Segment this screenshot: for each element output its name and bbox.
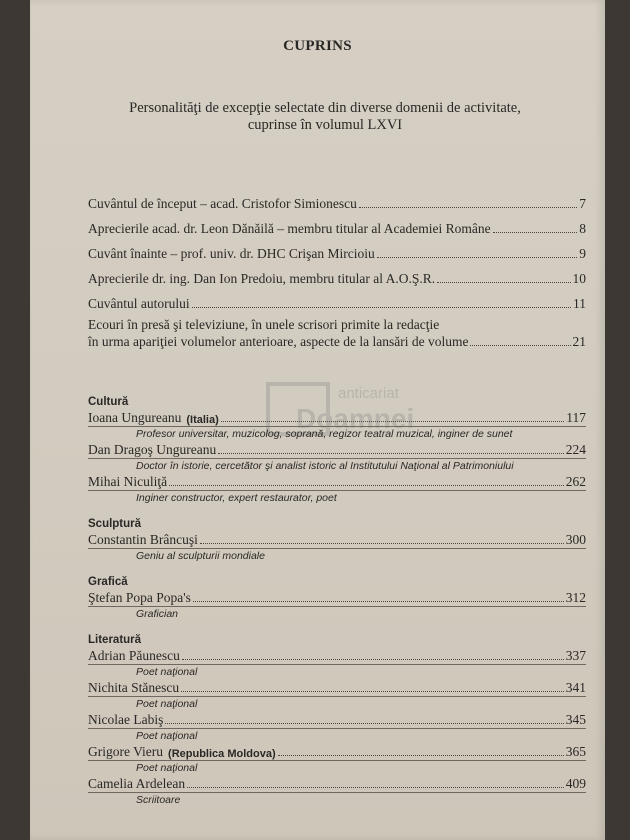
intro-entry-label: Cuvântul autorului	[88, 296, 190, 311]
leader-dots	[181, 691, 564, 692]
leader-dots	[278, 755, 564, 756]
toc-entry	[88, 775, 586, 792]
entry-page: 337	[565, 648, 586, 663]
entry-name: Nicolae Labiş	[88, 712, 164, 727]
subtitle-line-2: cuprinse în volumul LXVI	[247, 117, 403, 133]
toc-entry	[88, 531, 586, 548]
leader-dots	[165, 723, 563, 724]
intro-entry	[88, 262, 586, 287]
leader-dots	[169, 485, 564, 486]
entry-name: Constantin Brâncuşi	[88, 532, 198, 547]
entry-description: Scriitoare	[136, 794, 181, 806]
entry-name: Grigore Vieru	[88, 744, 164, 759]
toc-entry	[88, 679, 586, 696]
leader-dots	[218, 453, 564, 454]
entry-country: (Italia)	[186, 414, 219, 426]
leader-dots	[493, 232, 578, 233]
toc-entry	[88, 441, 586, 458]
entry-page: 409	[565, 776, 586, 791]
entry-name: Mihai Niculiţă	[88, 474, 168, 489]
book-page	[30, 0, 605, 840]
entry-page: 345	[565, 712, 586, 727]
entry-description: Inginer constructor, expert restaurator, poet	[136, 492, 337, 504]
entry-name: Dan Dragoş Ungureanu	[88, 442, 217, 457]
watermark-brand: anticariat	[338, 385, 399, 402]
entry-name: Ştefan Popa Popa's	[88, 590, 191, 605]
leader-dots	[359, 207, 577, 208]
leader-dots	[470, 345, 570, 346]
entry-name: Nichita Stănescu	[88, 680, 180, 695]
intro-multi-line-2-row	[88, 333, 586, 350]
entry-name: Adrian Păunescu	[88, 648, 180, 663]
toc-entry	[88, 589, 586, 606]
entry-name: Ioana Ungureanu	[88, 410, 182, 425]
intro-entry	[88, 187, 586, 212]
intro-entry	[88, 287, 586, 312]
entry-description: Geniu al sculpturii mondiale	[136, 550, 265, 562]
section-heading-sculptura: Sculptură	[88, 518, 142, 530]
entry-page: 224	[565, 442, 586, 457]
intro-entry-multiline	[88, 316, 586, 350]
entry-description: Poet naţional	[136, 698, 198, 710]
entry-description: Poet naţional	[136, 730, 198, 742]
leader-dots	[200, 543, 564, 544]
section-heading-cultura: Cultură	[88, 396, 129, 408]
leader-dots	[221, 421, 565, 422]
entry-description: Doctor în istorie, cercetător şi analist istoric al Institutului Naţional al Patrimoniului	[136, 460, 514, 472]
intro-entry	[88, 212, 586, 237]
toc-sections	[88, 395, 586, 807]
entry-page: 262	[565, 474, 586, 489]
entry-page: 300	[565, 532, 586, 547]
toc-entry	[88, 473, 586, 490]
intro-multi-page: 21	[572, 334, 586, 349]
intro-entry-page: 9	[579, 246, 586, 261]
entry-description: Poet naţional	[136, 762, 198, 774]
intro-entry-label: Cuvântul de început – acad. Cristofor Simionescu	[88, 196, 357, 211]
toc-entry	[88, 647, 586, 664]
intro-multi-line-2: în urma apariţiei volumelor anterioare, aspecte de la lansări de volume	[88, 334, 469, 349]
entry-page: 365	[565, 744, 586, 759]
leader-dots	[192, 307, 571, 308]
intro-entry-label: Aprecierile dr. ing. Dan Ion Predoiu, membru titular al A.O.Ş.R.	[88, 271, 436, 286]
entry-country: (Republica Moldova)	[168, 748, 276, 760]
intro-multi-line-1: Ecouri în presă şi televiziune, în unele scrisori primite la redacţie	[88, 317, 440, 332]
entry-page: 312	[565, 590, 586, 605]
leader-dots	[193, 601, 564, 602]
entry-page: 341	[565, 680, 586, 695]
subtitle	[90, 100, 560, 134]
intro-list	[88, 187, 586, 350]
section-heading-grafica: Grafică	[88, 576, 128, 588]
subtitle-line-1: Personalităţi de excepţie selectate din diverse domenii de activitate,	[129, 100, 521, 116]
entry-description: Grafician	[136, 608, 179, 620]
toc-entry	[88, 409, 586, 426]
intro-entry-page: 10	[572, 271, 586, 286]
watermark-name: Doamnei	[296, 403, 415, 434]
intro-entry-page: 7	[579, 196, 586, 211]
leader-dots	[182, 659, 564, 660]
intro-entry-label: Cuvânt înainte – prof. univ. dr. DHC Crişan Mircioiu	[88, 246, 375, 261]
section-heading-literatura: Literatură	[88, 634, 142, 646]
toc-entry	[88, 743, 586, 760]
intro-entry-page: 8	[579, 221, 586, 236]
leader-dots	[437, 282, 570, 283]
intro-entry	[88, 237, 586, 262]
page-title: CUPRINS	[283, 38, 352, 54]
entry-description: Poet naţional	[136, 666, 198, 678]
intro-entry-page: 11	[573, 296, 586, 311]
leader-dots	[187, 787, 564, 788]
entry-name: Camelia Ardelean	[88, 776, 186, 791]
entry-description: Profesor universitar, muzicolog, soprană, regizor teatral muzical, inginer de sunet	[136, 428, 513, 440]
toc-entry	[88, 711, 586, 728]
intro-entry-label: Aprecierile acad. dr. Leon Dănăilă – membru titular al Academiei Române	[88, 221, 491, 236]
entry-page: 117	[566, 410, 586, 425]
leader-dots	[377, 257, 578, 258]
